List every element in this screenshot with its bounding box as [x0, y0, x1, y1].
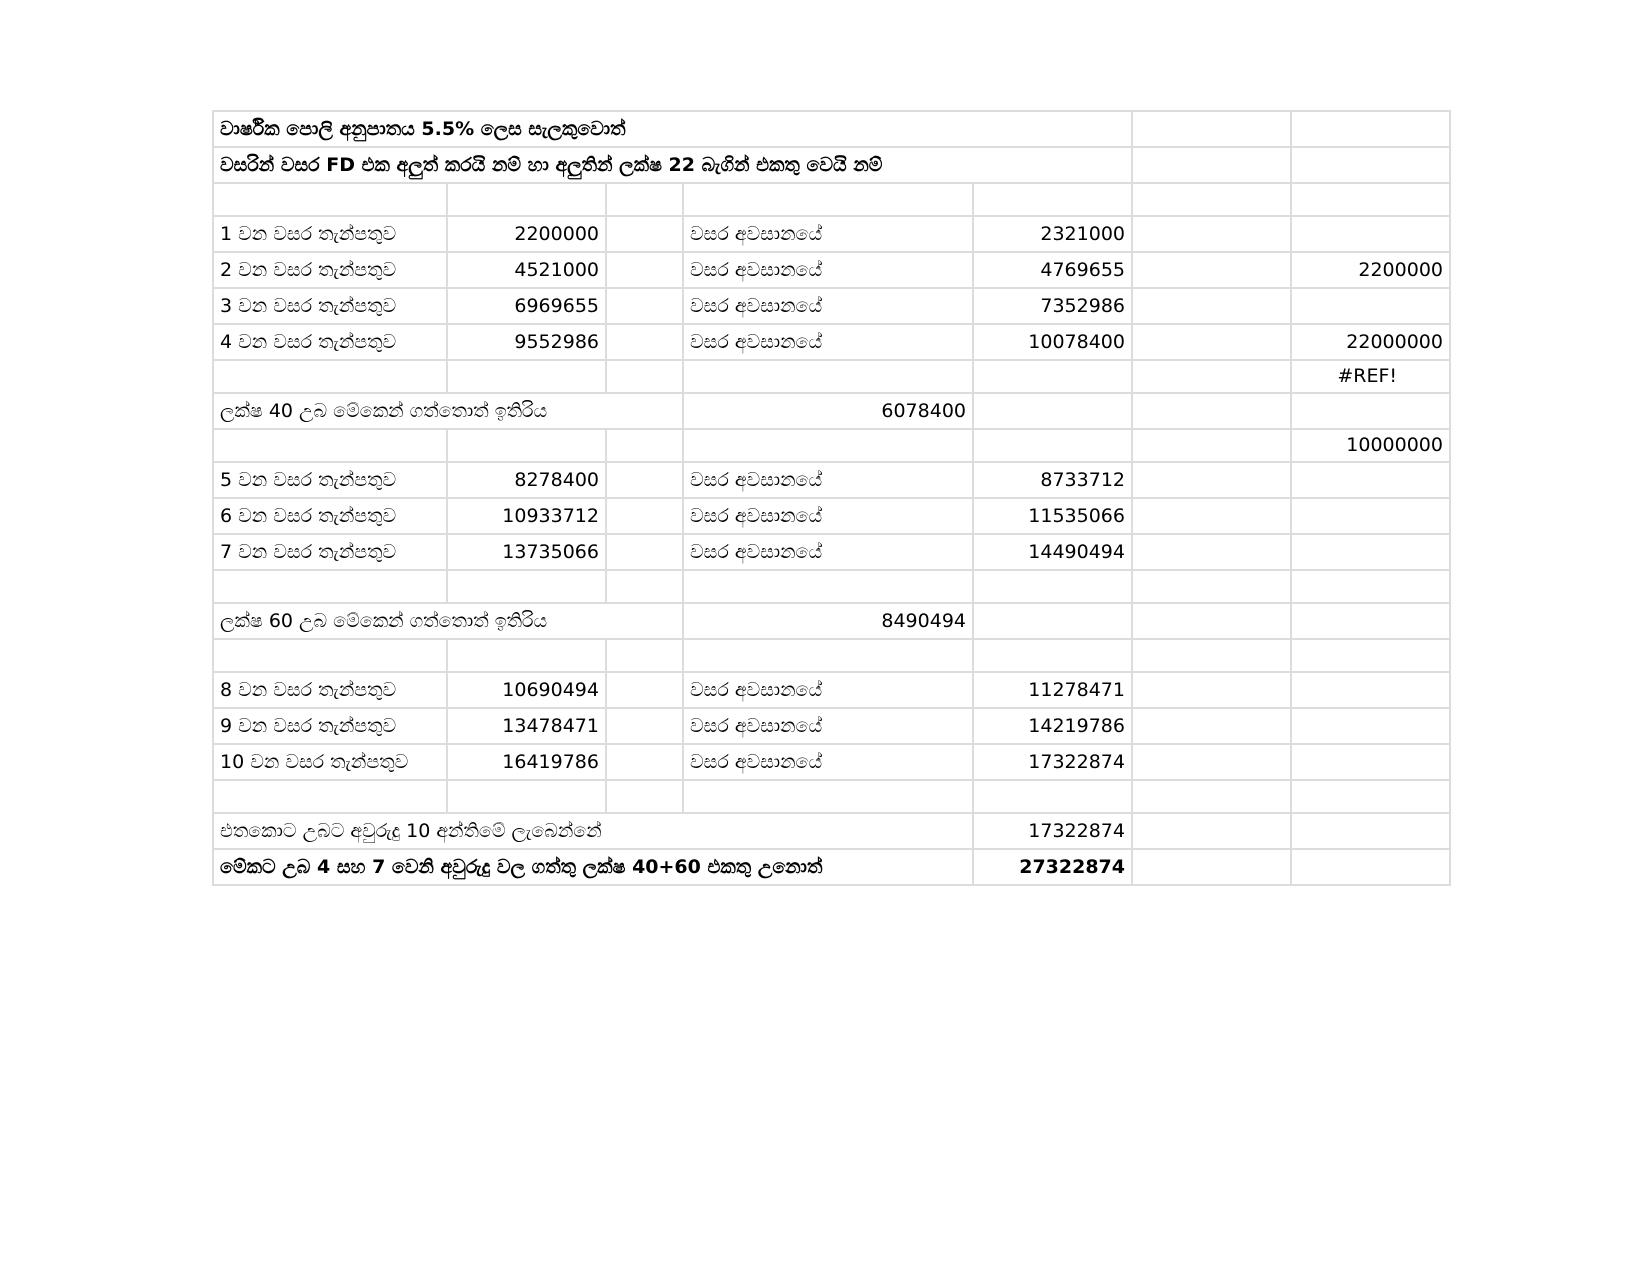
table-row	[213, 360, 1450, 393]
table-cell[interactable]: වසර අවසානයේ	[683, 672, 973, 708]
table-cell[interactable]	[1132, 498, 1291, 534]
table-cell[interactable]	[1291, 183, 1450, 216]
merged-cell[interactable]: එතකොට උබට අවුරුදු 10 අන්තිමේ ලැබෙන්නේ	[213, 813, 973, 849]
table-cell[interactable]: 13478471	[447, 708, 606, 744]
table-cell[interactable]	[683, 360, 973, 393]
table-cell[interactable]	[1132, 147, 1291, 183]
table-row	[213, 603, 1450, 639]
table-cell[interactable]: 10000000	[1291, 429, 1450, 462]
table-cell[interactable]	[606, 744, 683, 780]
table-cell[interactable]	[683, 639, 973, 672]
table-cell[interactable]: 17322874	[973, 744, 1132, 780]
table-cell[interactable]: වසර අවසානයේ	[683, 534, 973, 570]
merged-cell[interactable]: ලක්ෂ 40 උබ මේකෙන් ගත්තොත් ඉතිරිය	[213, 393, 683, 429]
table-cell[interactable]: 2200000	[1291, 252, 1450, 288]
table-row	[213, 534, 1450, 570]
table-row	[213, 462, 1450, 498]
table-cell[interactable]	[606, 534, 683, 570]
table-cell[interactable]	[1132, 252, 1291, 288]
table-cell[interactable]	[973, 429, 1132, 462]
merged-cell[interactable]: වාර්ෂික පොලි අනුපාතය 5.5% ලෙස සැලකුවොත්	[213, 111, 1132, 147]
table-cell[interactable]	[1132, 672, 1291, 708]
table-cell[interactable]: වසර අවසානයේ	[683, 498, 973, 534]
table-cell[interactable]	[213, 780, 447, 813]
table-row	[213, 570, 1450, 603]
table-row	[213, 393, 1450, 429]
table-row	[213, 147, 1450, 183]
table-cell[interactable]	[213, 570, 447, 603]
table-cell[interactable]	[1132, 324, 1291, 360]
spreadsheet-table	[212, 110, 1451, 886]
table-row	[213, 429, 1450, 462]
table-cell[interactable]: 13735066	[447, 534, 606, 570]
table-cell[interactable]: 8733712	[973, 462, 1132, 498]
table-cell[interactable]: 10 වන වසර තැන්පතුව	[213, 744, 447, 780]
table-cell[interactable]: 2 වන වසර තැන්පතුව	[213, 252, 447, 288]
table-cell[interactable]	[973, 639, 1132, 672]
table-cell[interactable]	[1132, 216, 1291, 252]
table-row	[213, 639, 1450, 672]
table-cell[interactable]: 27322874	[973, 849, 1132, 885]
table-row	[213, 216, 1450, 252]
spreadsheet-body	[213, 111, 1450, 885]
table-cell[interactable]	[973, 393, 1132, 429]
table-cell[interactable]: වසර අවසානයේ	[683, 324, 973, 360]
table-cell[interactable]	[606, 498, 683, 534]
table-cell[interactable]	[213, 183, 447, 216]
table-cell[interactable]	[683, 429, 973, 462]
table-cell[interactable]	[1132, 570, 1291, 603]
table-cell[interactable]: වසර අවසානයේ	[683, 708, 973, 744]
table-cell[interactable]	[1132, 288, 1291, 324]
table-cell[interactable]	[606, 324, 683, 360]
table-cell[interactable]	[1132, 183, 1291, 216]
table-cell[interactable]	[973, 570, 1132, 603]
table-cell[interactable]	[1291, 111, 1450, 147]
merged-cell[interactable]: මේකට උබ 4 සහ 7 වෙනි අවුරුදු වල ගත්තු ලක්ෂ 40+60 එකතු උනොත්	[213, 849, 973, 885]
merged-cell[interactable]: වසරින් වසර FD එක අලුත් කරයි නම් හා අලුතින් ලක්ෂ 22 බැගින් එකතු වෙයි නම්	[213, 147, 1132, 183]
table-cell[interactable]	[606, 360, 683, 393]
table-cell[interactable]	[1132, 744, 1291, 780]
table-cell[interactable]	[606, 216, 683, 252]
table-cell[interactable]	[1132, 813, 1291, 849]
table-cell[interactable]	[1291, 639, 1450, 672]
table-cell[interactable]: 10078400	[973, 324, 1132, 360]
table-cell[interactable]: 14219786	[973, 708, 1132, 744]
table-cell[interactable]: 5 වන වසර තැන්පතුව	[213, 462, 447, 498]
table-cell[interactable]: 4769655	[973, 252, 1132, 288]
merged-cell[interactable]: ලක්ෂ 60 උබ මේකෙන් ගත්තොත් ඉතිරිය	[213, 603, 683, 639]
table-cell[interactable]	[1132, 849, 1291, 885]
table-cell[interactable]: වසර අවසානයේ	[683, 252, 973, 288]
table-cell[interactable]	[1132, 462, 1291, 498]
table-cell[interactable]: වසර අවසානයේ	[683, 216, 973, 252]
table-cell[interactable]	[973, 780, 1132, 813]
table-cell[interactable]: 9 වන වසර තැන්පතුව	[213, 708, 447, 744]
table-row	[213, 780, 1450, 813]
table-row	[213, 183, 1450, 216]
table-cell[interactable]	[1291, 288, 1450, 324]
table-cell[interactable]: 8278400	[447, 462, 606, 498]
table-cell[interactable]: 8490494	[683, 603, 973, 639]
table-cell[interactable]	[447, 429, 606, 462]
table-cell[interactable]	[1291, 708, 1450, 744]
table-cell[interactable]: 4521000	[447, 252, 606, 288]
table-cell[interactable]: 9552986	[447, 324, 606, 360]
table-cell[interactable]: 10690494	[447, 672, 606, 708]
table-cell[interactable]	[1132, 780, 1291, 813]
table-cell[interactable]	[447, 360, 606, 393]
table-cell[interactable]	[1291, 498, 1450, 534]
table-cell[interactable]	[606, 429, 683, 462]
table-cell[interactable]	[606, 780, 683, 813]
table-cell[interactable]	[1132, 429, 1291, 462]
table-cell[interactable]	[213, 639, 447, 672]
table-cell[interactable]	[1132, 360, 1291, 393]
table-cell[interactable]	[1291, 534, 1450, 570]
table-cell[interactable]	[683, 183, 973, 216]
table-cell[interactable]	[1291, 813, 1450, 849]
table-cell[interactable]	[1132, 393, 1291, 429]
table-cell[interactable]	[447, 183, 606, 216]
table-cell[interactable]: 11278471	[973, 672, 1132, 708]
table-cell[interactable]: 10933712	[447, 498, 606, 534]
table-cell[interactable]: 6 වන වසර තැන්පතුව	[213, 498, 447, 534]
table-cell[interactable]	[447, 639, 606, 672]
table-cell[interactable]: 2321000	[973, 216, 1132, 252]
table-row	[213, 849, 1450, 885]
table-row	[213, 672, 1450, 708]
table-cell[interactable]: වසර අවසානයේ	[683, 744, 973, 780]
table-cell[interactable]: 6969655	[447, 288, 606, 324]
table-cell[interactable]	[606, 672, 683, 708]
table-cell[interactable]	[973, 603, 1132, 639]
table-cell[interactable]: 11535066	[973, 498, 1132, 534]
table-cell[interactable]	[1132, 708, 1291, 744]
table-cell[interactable]	[1132, 603, 1291, 639]
table-cell[interactable]	[1291, 393, 1450, 429]
table-cell[interactable]: 3 වන වසර තැන්පතුව	[213, 288, 447, 324]
table-cell[interactable]	[1291, 603, 1450, 639]
table-cell[interactable]	[606, 708, 683, 744]
table-cell[interactable]	[683, 780, 973, 813]
table-cell[interactable]: #REF!	[1291, 360, 1450, 393]
table-cell[interactable]	[1291, 570, 1450, 603]
table-cell[interactable]	[973, 183, 1132, 216]
table-cell[interactable]	[606, 639, 683, 672]
table-cell[interactable]: 8 වන වසර තැන්පතුව	[213, 672, 447, 708]
table-cell[interactable]: 2200000	[447, 216, 606, 252]
table-row	[213, 708, 1450, 744]
table-cell[interactable]: වසර අවසානයේ	[683, 462, 973, 498]
table-row	[213, 744, 1450, 780]
table-cell[interactable]	[1132, 534, 1291, 570]
table-cell[interactable]	[1291, 744, 1450, 780]
table-cell[interactable]: 17322874	[973, 813, 1132, 849]
table-cell[interactable]: 16419786	[447, 744, 606, 780]
table-cell[interactable]	[683, 570, 973, 603]
table-cell[interactable]: 1 වන වසර තැන්පතුව	[213, 216, 447, 252]
table-cell[interactable]: 7352986	[973, 288, 1132, 324]
table-cell[interactable]	[1291, 216, 1450, 252]
table-cell[interactable]	[213, 360, 447, 393]
table-cell[interactable]: වසර අවසානයේ	[683, 288, 973, 324]
table-cell[interactable]	[213, 429, 447, 462]
table-cell[interactable]	[1291, 849, 1450, 885]
table-cell[interactable]	[1132, 639, 1291, 672]
table-cell[interactable]	[606, 570, 683, 603]
table-cell[interactable]: 22000000	[1291, 324, 1450, 360]
table-row	[213, 288, 1450, 324]
table-row	[213, 813, 1450, 849]
table-cell[interactable]	[1291, 462, 1450, 498]
table-cell[interactable]	[606, 462, 683, 498]
table-row	[213, 324, 1450, 360]
table-cell[interactable]	[1291, 780, 1450, 813]
table-cell[interactable]: 7 වන වසර තැන්පතුව	[213, 534, 447, 570]
table-cell[interactable]	[1132, 111, 1291, 147]
table-cell[interactable]	[1291, 672, 1450, 708]
table-cell[interactable]	[447, 570, 606, 603]
table-cell[interactable]: 6078400	[683, 393, 973, 429]
table-cell[interactable]	[606, 288, 683, 324]
table-cell[interactable]	[973, 360, 1132, 393]
table-row	[213, 252, 1450, 288]
table-cell[interactable]	[447, 780, 606, 813]
table-cell[interactable]	[606, 183, 683, 216]
table-cell[interactable]: 14490494	[973, 534, 1132, 570]
table-row	[213, 498, 1450, 534]
table-cell[interactable]: 4 වන වසර තැන්පතුව	[213, 324, 447, 360]
table-cell[interactable]	[606, 252, 683, 288]
table-row	[213, 111, 1450, 147]
table-cell[interactable]	[1291, 147, 1450, 183]
